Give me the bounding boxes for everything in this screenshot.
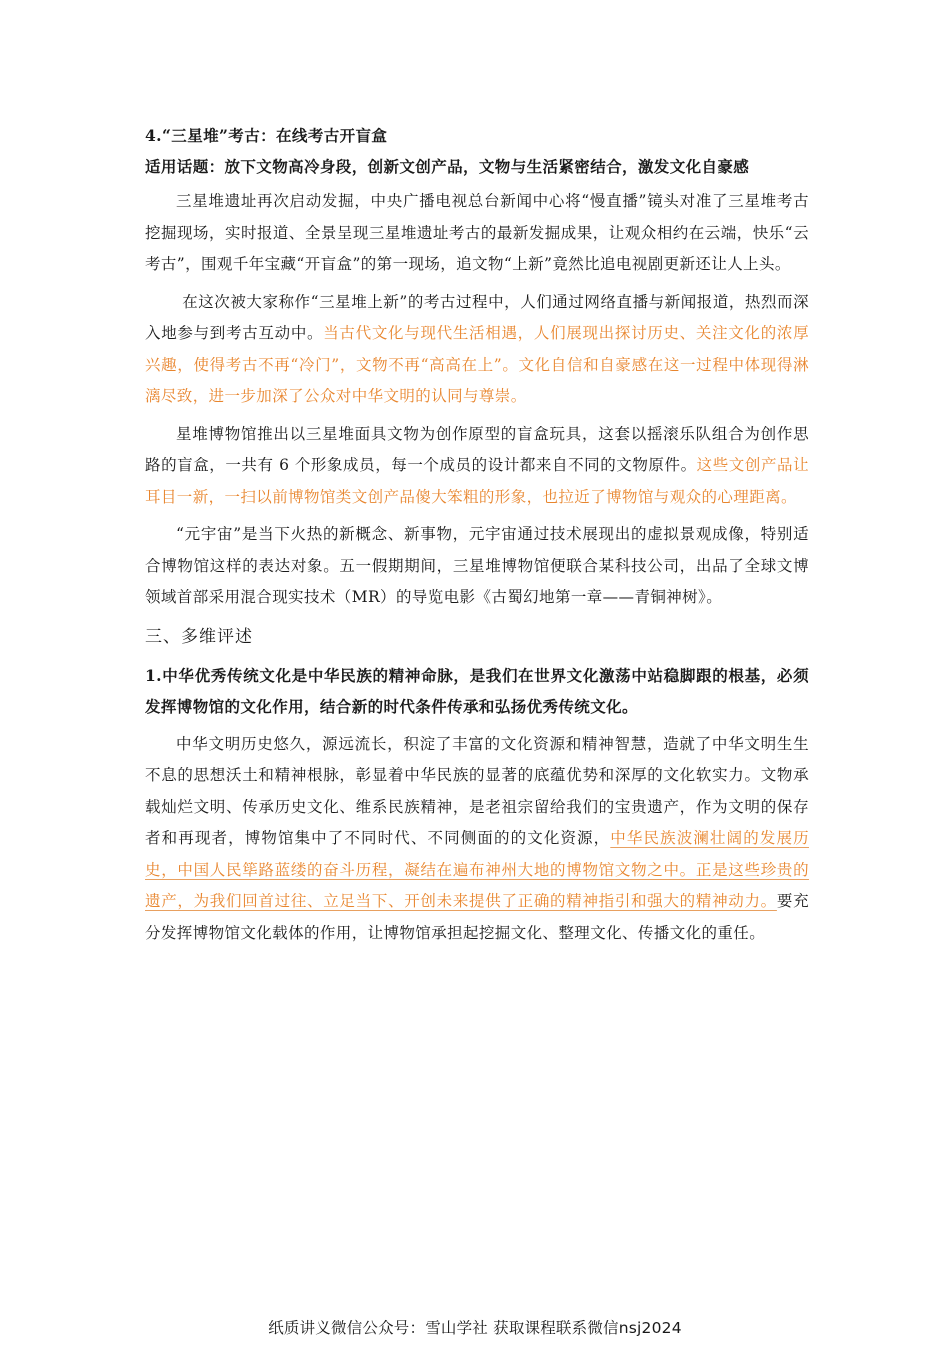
- case-title: 4.“三星堆”考古：在线考古开盲盒: [145, 126, 388, 145]
- point-1: 1.中华优秀传统文化是中华民族的精神命脉，是我们在世界文化激荡中站稳脚跟的根基，必须发挥博物馆的文化作用，结合新的时代条件传承和弘扬优秀传统文化。: [145, 665, 809, 716]
- paragraph-5-text-before: 中华文明历史悠久，源远流长，积淀了丰富的文化资源和精神智慧，造就了中华文明生生不息的思想沃土和精神根脉，彰显着中华民族的显著的底蕴优势和深厚的文化软实力。文物承载灿烂文明、传承历史文化、维系民族精神，是老祖宗留给我们的宝贵遗产，作为文明的保存者和再现者，博物馆集中了不同时代、不同侧面的的文化资源，: [145, 734, 809, 847]
- paragraph-2-text: 在这次被大家称作“三星堆上新”的考古过程中，人们通过网络直播与新闻报道，热烈而深入地参与到考古互动中。: [145, 292, 809, 342]
- paragraph-4: “元宇宙”是当下火热的新概念、新事物，元宇宙通过技术展现出的虚拟景观成像，特别适合博物馆这样的表达对象。五一假期期间，三星堆博物馆便联合某科技公司，出品了全球文博领域首部采用混合现实技术（MR）的导览电影《古蜀幻地第一章——青铜神树》。: [145, 525, 809, 606]
- page-footer: 纸质讲义微信公众号：雪山学社 获取课程联系微信nsj2024: [268, 1319, 682, 1337]
- paragraph-2: [145, 287, 809, 413]
- document-body: [145, 120, 809, 949]
- paragraph-3-highlight: 这些文创产品让耳目一新，一扫以前博物馆类文创产品傻大笨粗的形象，也拉近了博物馆与观众的心理距离。: [145, 456, 809, 506]
- paragraph-5-highlight: 中华民族波澜壮阔的发展历史，中国人民筚路蓝缕的奋斗历程，凝结在遍布神州大地的博物馆文物之中。正是这些珍贵的遗产，为我们回首过往、立足当下、开创未来提供了正确的精神指引和强大的精神动力。: [145, 829, 809, 910]
- topic-line: 适用话题：放下文物高冷身段，创新文创产品，文物与生活紧密结合，激发文化自豪感: [145, 157, 750, 176]
- section-heading: 三、多维评述: [145, 626, 253, 647]
- paragraph-5-text-after: 要充分发挥博物馆文化载体的作用，让博物馆承担起挖掘文化、整理文化、传播文化的重任。: [145, 892, 809, 942]
- paragraph-1: 三星堆遗址再次启动发掘，中央广播电视总台新闻中心将“慢直播”镜头对准了三星堆考古挖掘现场，实时报道、全景呈现三星堆遗址考古的最新发掘成果，让观众相约在云端，快乐“云考古”，围观千年宝藏“开盲盒”的第一现场，追文物“上新”竟然比追电视剧更新还让人上头。: [145, 192, 809, 273]
- paragraph-5: [145, 729, 809, 950]
- paragraph-2-highlight: 当古代文化与现代生活相遇，人们展现出探讨历史、关注文化的浓厚兴趣，使得考古不再“冷门”，文物不再“高高在上”。文化自信和自豪感在这一过程中体现得淋漓尽致，进一步加深了公众对中华文明的认同与尊崇。: [145, 324, 809, 405]
- paragraph-3: [145, 419, 809, 514]
- paragraph-3-text: 星堆博物馆推出以三星堆面具文物为创作原型的盲盒玩具，这套以摇滚乐队组合为创作思路的盲盒，一共有 6 个形象成员，每一个成员的设计都来自不同的文物原件。: [145, 424, 809, 474]
